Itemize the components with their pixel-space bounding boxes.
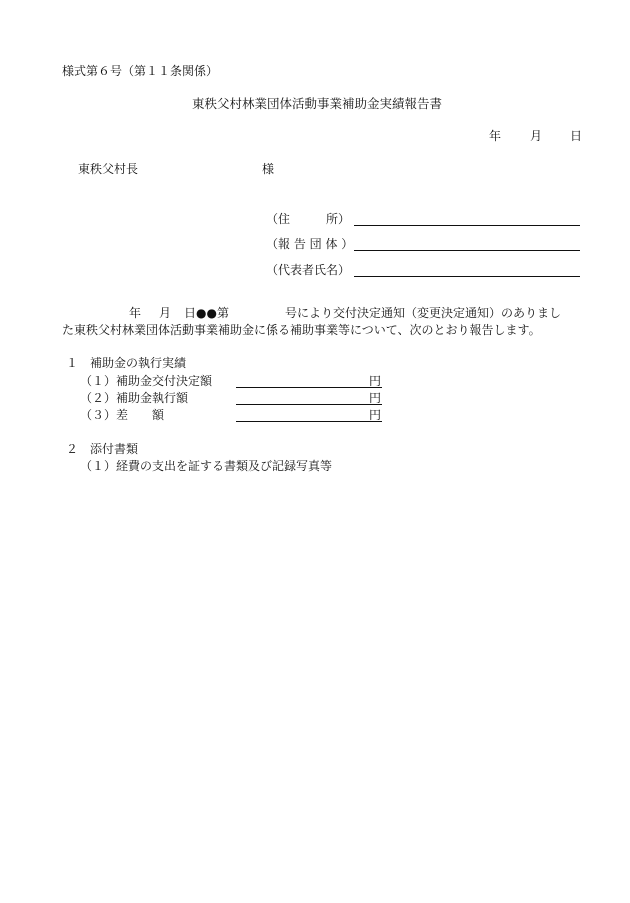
field-line-address[interactable] — [354, 225, 580, 226]
date-month: 月 — [530, 129, 543, 143]
section1-item1-line[interactable] — [236, 387, 382, 388]
section1-item3-unit: 円 — [369, 408, 382, 422]
body-line1-rest: 号により交付決定通知（変更決定通知）のありまし — [285, 306, 562, 320]
form-number: 様式第６号（第１１条関係） — [62, 64, 219, 78]
section1-item2-unit: 円 — [369, 391, 382, 405]
field-line-representative[interactable] — [354, 276, 580, 277]
body-day-number: 日●●第 — [184, 306, 229, 320]
section1-item2-label: （２）補助金執行額 — [80, 391, 189, 405]
field-label-representative: （代表者氏名） — [266, 263, 351, 277]
section1-item3-label: （３）差 額 — [80, 408, 165, 422]
section1-number: １ — [66, 356, 79, 370]
date-day: 日 — [570, 129, 583, 143]
section2-number: ２ — [66, 442, 79, 456]
body-year: 年 — [129, 306, 142, 320]
section1-heading: 補助金の執行実績 — [90, 356, 187, 370]
section1-item3-line[interactable] — [236, 421, 382, 422]
field-label-organization: （報 告 団 体 ） — [266, 237, 354, 251]
body-line2: た東秩父村林業団体活動事業補助金に係る補助事業等について、次のとおり報告します。 — [62, 323, 541, 337]
body-month: 月 — [159, 306, 172, 320]
date-year: 年 — [489, 129, 502, 143]
addressee-name: 東秩父村長 — [78, 162, 139, 176]
field-line-organization[interactable] — [354, 250, 580, 251]
section1-item1-label: （１）補助金交付決定額 — [80, 374, 213, 388]
field-label-address: （住 所） — [266, 212, 351, 226]
section1-item2-line[interactable] — [236, 404, 382, 405]
page-title: 東秩父村林業団体活動事業補助金実績報告書 — [192, 96, 443, 111]
section2-item1-label: （１）経費の支出を証する書類及び記録写真等 — [80, 459, 333, 473]
addressee-honorific: 様 — [262, 162, 275, 176]
section2-heading: 添付書類 — [90, 442, 139, 456]
section1-item1-unit: 円 — [369, 374, 382, 388]
